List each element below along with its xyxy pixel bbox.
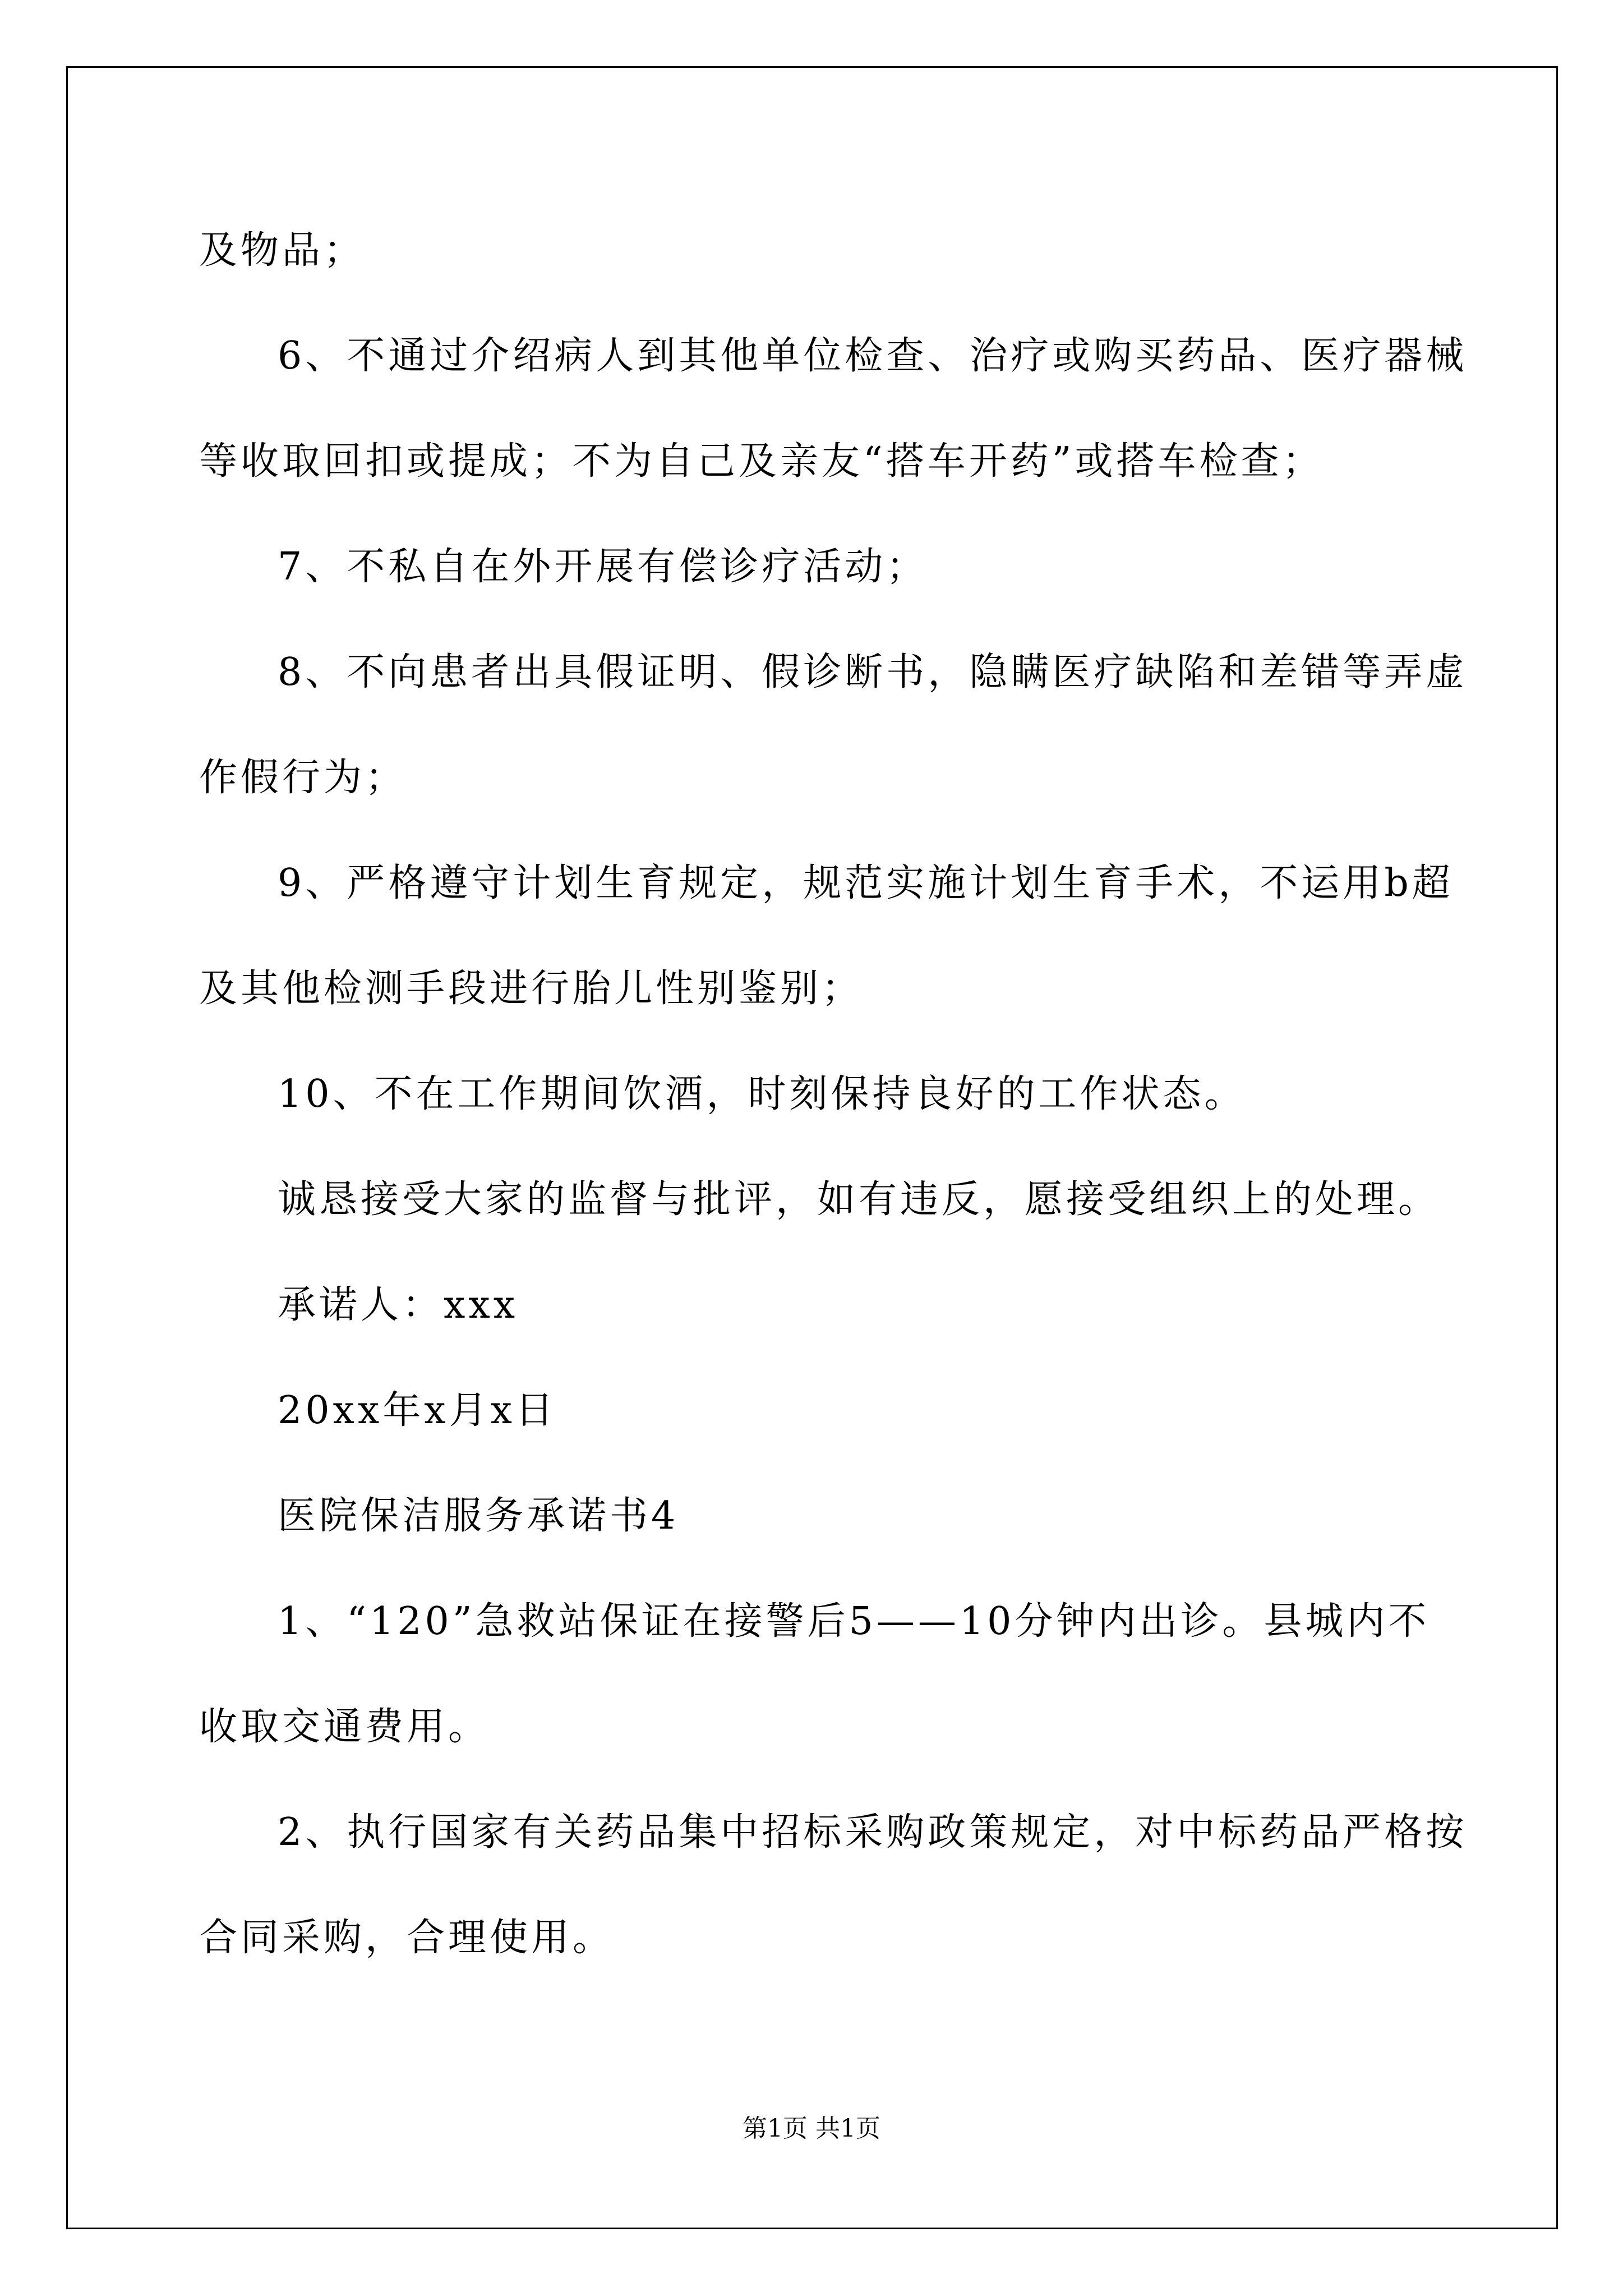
paragraph-line: 7、不私自在外开展有偿诊疗活动； (278, 545, 928, 589)
paragraph-line: 诚恳接受大家的监督与批评，如有违反，愿接受组织上的处理。 (278, 1177, 1440, 1222)
paragraph-line: 等收取回扣或提成；不为自己及亲友“搭车开药”或搭车检查； (199, 439, 1324, 484)
paragraph-line: 收取交通费用。 (199, 1705, 490, 1749)
paragraph-line: 1、“120”急救站保证在接警后5——10分钟内出诊。县城内不 (278, 1599, 1430, 1644)
paragraph-line: 10、不在工作期间饮酒，时刻保持良好的工作状态。 (278, 1072, 1246, 1116)
section-title: 医院保洁服务承诺书4 (278, 1494, 679, 1538)
paragraph-line: 合同采购，合理使用。 (199, 1916, 615, 1960)
paragraph-line: 及物品； (199, 228, 366, 273)
date-line: 20xx年x月x日 (278, 1388, 557, 1433)
paragraph-line: 2、执行国家有关药品集中招标采购政策规定，对中标药品严格按 (278, 1810, 1468, 1855)
paragraph-line: 8、不向患者出具假证明、假诊断书，隐瞒医疗缺陷和差错等弄虚 (278, 650, 1468, 694)
page-footer: 第1页 共1页 (743, 2114, 880, 2143)
paragraph-line: 6、不通过介绍病人到其他单位检查、治疗或购买药品、医疗器械 (278, 334, 1468, 378)
page-border (66, 66, 1558, 2229)
signatory-line: 承诺人：xxx (278, 1283, 519, 1327)
paragraph-line: 及其他检测手段进行胎儿性别鉴别； (199, 967, 864, 1011)
paragraph-line: 作假行为； (199, 756, 407, 800)
paragraph-line: 9、严格遵守计划生育规定，规范实施计划生育手术，不运用b超 (278, 861, 1454, 905)
